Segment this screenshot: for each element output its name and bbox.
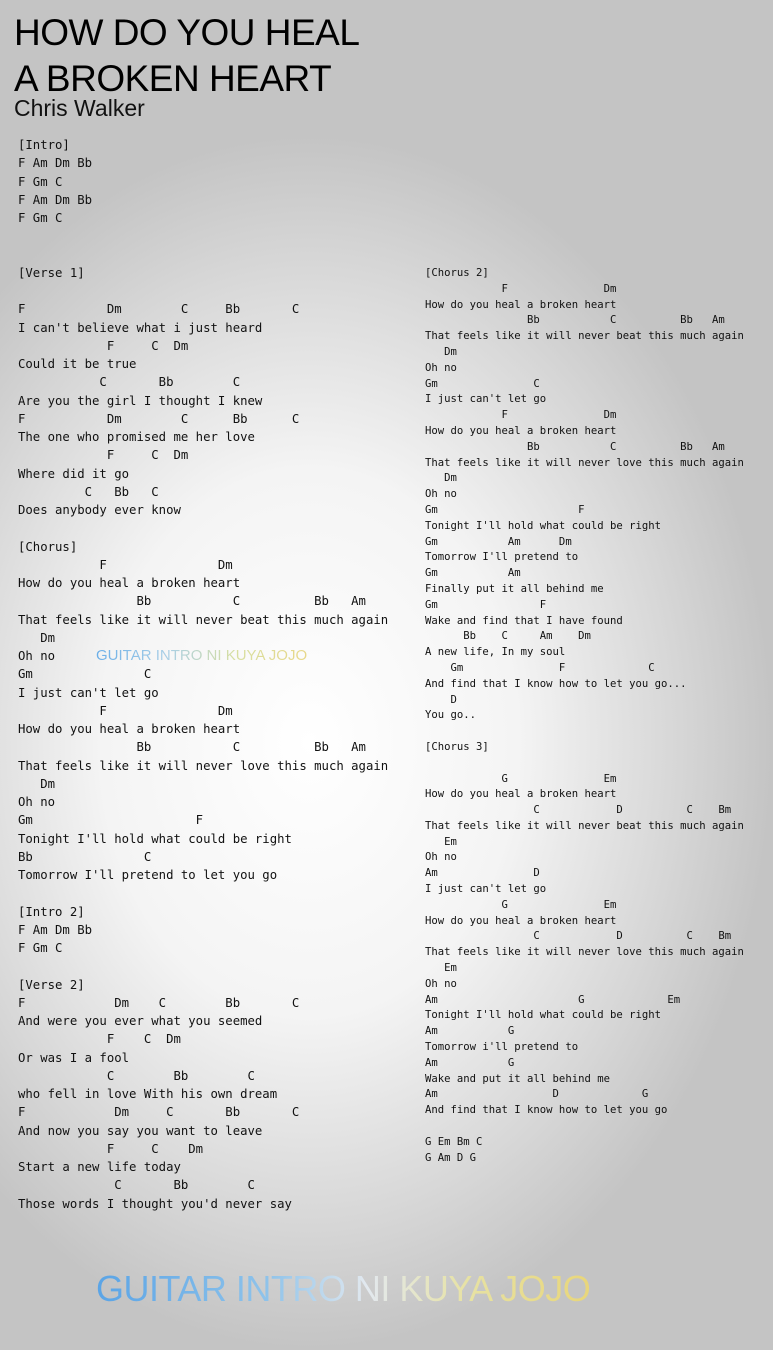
sheet-line: I just can't let go	[425, 393, 547, 406]
sheet-line: Gm F	[425, 598, 547, 611]
sheet-line: How do you heal a broken heart	[425, 424, 617, 437]
sheet-line: I can't believe what i just heard	[18, 320, 263, 335]
song-title	[14, 10, 359, 102]
sheet-line: G Em Bm C	[425, 1135, 483, 1148]
song-title-line-1: HOW DO YOU HEAL	[14, 12, 360, 53]
sheet-line: F C Dm	[18, 338, 189, 353]
sheet-line: Tomorrow i'll pretend to	[425, 1041, 579, 1054]
sheet-line: who fell in love With his own dream	[18, 1087, 278, 1101]
sheet-line: [Intro]	[18, 138, 70, 152]
sheet-line: [Verse 2]	[18, 977, 85, 992]
sheet-line: C Bb C	[18, 375, 241, 390]
sheet-line: Or was I a fool	[18, 1050, 130, 1065]
sheet-line: G Am D G	[425, 1151, 477, 1164]
sheet-line: [Chorus 3]	[425, 740, 489, 753]
sheet-line: Dm	[425, 345, 457, 358]
sheet-line	[18, 884, 388, 902]
sheet-line: Am G	[425, 1056, 515, 1069]
sheet-line: That feels like it will never love this much again	[18, 758, 389, 773]
sheet-line: Oh no	[425, 851, 457, 864]
sheet-line: Dm	[18, 630, 56, 645]
sheet-line: The one who promised me her love	[18, 430, 255, 444]
sheet-line: Oh no	[18, 795, 56, 809]
sheet-line	[18, 519, 388, 537]
sheet-line: F C Dm	[18, 448, 189, 463]
sheet-line: And find that I know how to let you go	[425, 1104, 668, 1117]
sheet-line: Am G Em	[425, 993, 681, 1006]
sheet-line: G Em	[425, 898, 617, 911]
sheet-line	[18, 957, 388, 975]
sheet-line: That feels like it will never beat this much again	[425, 819, 744, 832]
sheet-line: I just can't let go	[18, 685, 159, 700]
sheet-line: Wake and put it all behind me	[425, 1072, 610, 1085]
sheet-line: Could it be true	[18, 357, 137, 371]
sheet-line	[425, 756, 744, 772]
sheet-line: [Verse 1]	[18, 265, 85, 280]
sheet-line	[425, 1119, 744, 1135]
sheet-line: You go..	[425, 709, 477, 722]
sheet-line: Tonight I'll hold what could be right	[425, 1009, 661, 1022]
sheet-line: Start a new life today	[18, 1160, 181, 1174]
sheet-line: F C Dm	[18, 1032, 181, 1047]
sheet-line: F C Dm	[18, 1141, 204, 1156]
watermark-large: GUITAR INTRO NI KUYA JOJO	[96, 1268, 591, 1309]
sheet-line: F Am Dm Bb	[18, 922, 93, 937]
chord-sheet-left-column	[18, 136, 388, 1213]
sheet-line: Bb C Am Dm	[425, 630, 591, 643]
sheet-line: Am D	[425, 867, 540, 880]
sheet-line: [Chorus]	[18, 539, 78, 554]
sheet-line: Bb C Bb Am	[425, 440, 725, 453]
sheet-line: Dm	[425, 472, 457, 485]
sheet-line: Dm	[18, 776, 56, 791]
sheet-line: C Bb C	[18, 1178, 255, 1193]
sheet-line: Em	[425, 962, 457, 975]
sheet-line: How do you heal a broken heart	[18, 722, 241, 736]
sheet-line: F Gm C	[18, 211, 63, 225]
sheet-line: C D C Bm	[425, 930, 732, 943]
chord-sheet-right-column	[425, 266, 744, 1166]
sheet-line: F Am Dm Bb	[18, 156, 93, 171]
sheet-line: Em	[425, 835, 457, 848]
sheet-line: F Dm C Bb C	[18, 302, 300, 317]
sheet-line: And now you say you want to leave	[18, 1123, 263, 1138]
sheet-line: I just can't let go	[425, 883, 547, 896]
sheet-line: C Bb C	[18, 484, 159, 499]
sheet-line: That feels like it will never love this much again	[425, 946, 744, 959]
sheet-line: Wake and find that I have found	[425, 614, 623, 627]
sheet-line: How do you heal a broken heart	[425, 788, 617, 801]
sheet-line: That feels like it will never beat this much again	[425, 330, 744, 343]
sheet-line: C Bb C	[18, 1068, 255, 1083]
sheet-line: Oh no	[425, 488, 457, 501]
sheet-line: Gm Am Dm	[425, 535, 572, 548]
sheet-line: C D C Bm	[425, 804, 732, 817]
sheet-line: G Em	[425, 772, 617, 785]
sheet-line: F Dm	[18, 557, 233, 572]
sheet-line: F Dm	[425, 409, 617, 422]
sheet-line: [Chorus 2]	[425, 267, 489, 279]
sheet-line: How do you heal a broken heart	[18, 576, 241, 590]
sheet-line: [Intro 2]	[18, 904, 85, 919]
sheet-line: Gm F	[18, 813, 204, 828]
sheet-line: F Am Dm Bb	[18, 192, 93, 207]
sheet-line: F Dm	[18, 703, 233, 718]
sheet-line: And find that I know how to let you go...	[425, 677, 687, 690]
sheet-line: Gm C	[425, 377, 540, 390]
sheet-line: Tonight I'll hold what could be right	[18, 831, 292, 846]
sheet-line: Does anybody ever know	[18, 503, 181, 517]
sheet-line	[18, 246, 388, 264]
sheet-line: D	[425, 693, 457, 706]
sheet-line: F Dm	[425, 282, 617, 295]
sheet-line	[18, 282, 388, 300]
sheet-line: Gm C	[18, 667, 152, 682]
sheet-line: Are you the girl I thought I knew	[18, 393, 263, 408]
sheet-line: Bb C	[18, 849, 152, 864]
sheet-line: F Gm C	[18, 941, 63, 955]
sheet-line	[18, 227, 388, 245]
watermark-small: GUITAR INTRO NI KUYA JOJO	[96, 647, 308, 664]
sheet-line: Where did it go	[18, 466, 130, 481]
artist-name: Chris Walker	[14, 95, 145, 121]
sheet-line: Gm F C	[425, 661, 655, 674]
sheet-line: Am G	[425, 1025, 515, 1038]
sheet-line: F Gm C	[18, 174, 63, 189]
sheet-line: Bb C Bb Am	[425, 314, 725, 327]
sheet-line: Tomorrow I'll pretend to	[425, 551, 579, 564]
sheet-line: Tomorrow I'll pretend to let you go	[18, 868, 278, 882]
sheet-line: F Dm C Bb C	[18, 411, 300, 426]
sheet-line: How do you heal a broken heart	[425, 914, 617, 927]
sheet-line: Bb C Bb Am	[18, 594, 366, 609]
sheet-line: Oh no	[18, 649, 56, 663]
sheet-line: Finally put it all behind me	[425, 582, 604, 595]
sheet-line: Gm F	[425, 503, 585, 516]
sheet-line: How do you heal a broken heart	[425, 298, 617, 311]
sheet-line: A new life, In my soul	[425, 646, 566, 659]
sheet-line: F Dm C Bb C	[18, 995, 300, 1010]
sheet-line: Gm Am	[425, 567, 521, 580]
sheet-line: And were you ever what you seemed	[18, 1014, 263, 1028]
sheet-line	[425, 724, 744, 740]
sheet-line: Oh no	[425, 361, 457, 374]
song-title-line-2: A BROKEN HEART	[14, 58, 332, 99]
sheet-line: Bb C Bb Am	[18, 740, 366, 755]
sheet-line: Those words I thought you'd never say	[18, 1196, 292, 1211]
sheet-line: That feels like it will never love this much again	[425, 456, 744, 469]
sheet-line: F Dm C Bb C	[18, 1105, 300, 1120]
sheet-line: Am D G	[425, 1088, 649, 1101]
sheet-line: Oh no	[425, 977, 457, 990]
sheet-line: Tonight I'll hold what could be right	[425, 519, 661, 532]
sheet-line: That feels like it will never beat this much again	[18, 612, 389, 627]
